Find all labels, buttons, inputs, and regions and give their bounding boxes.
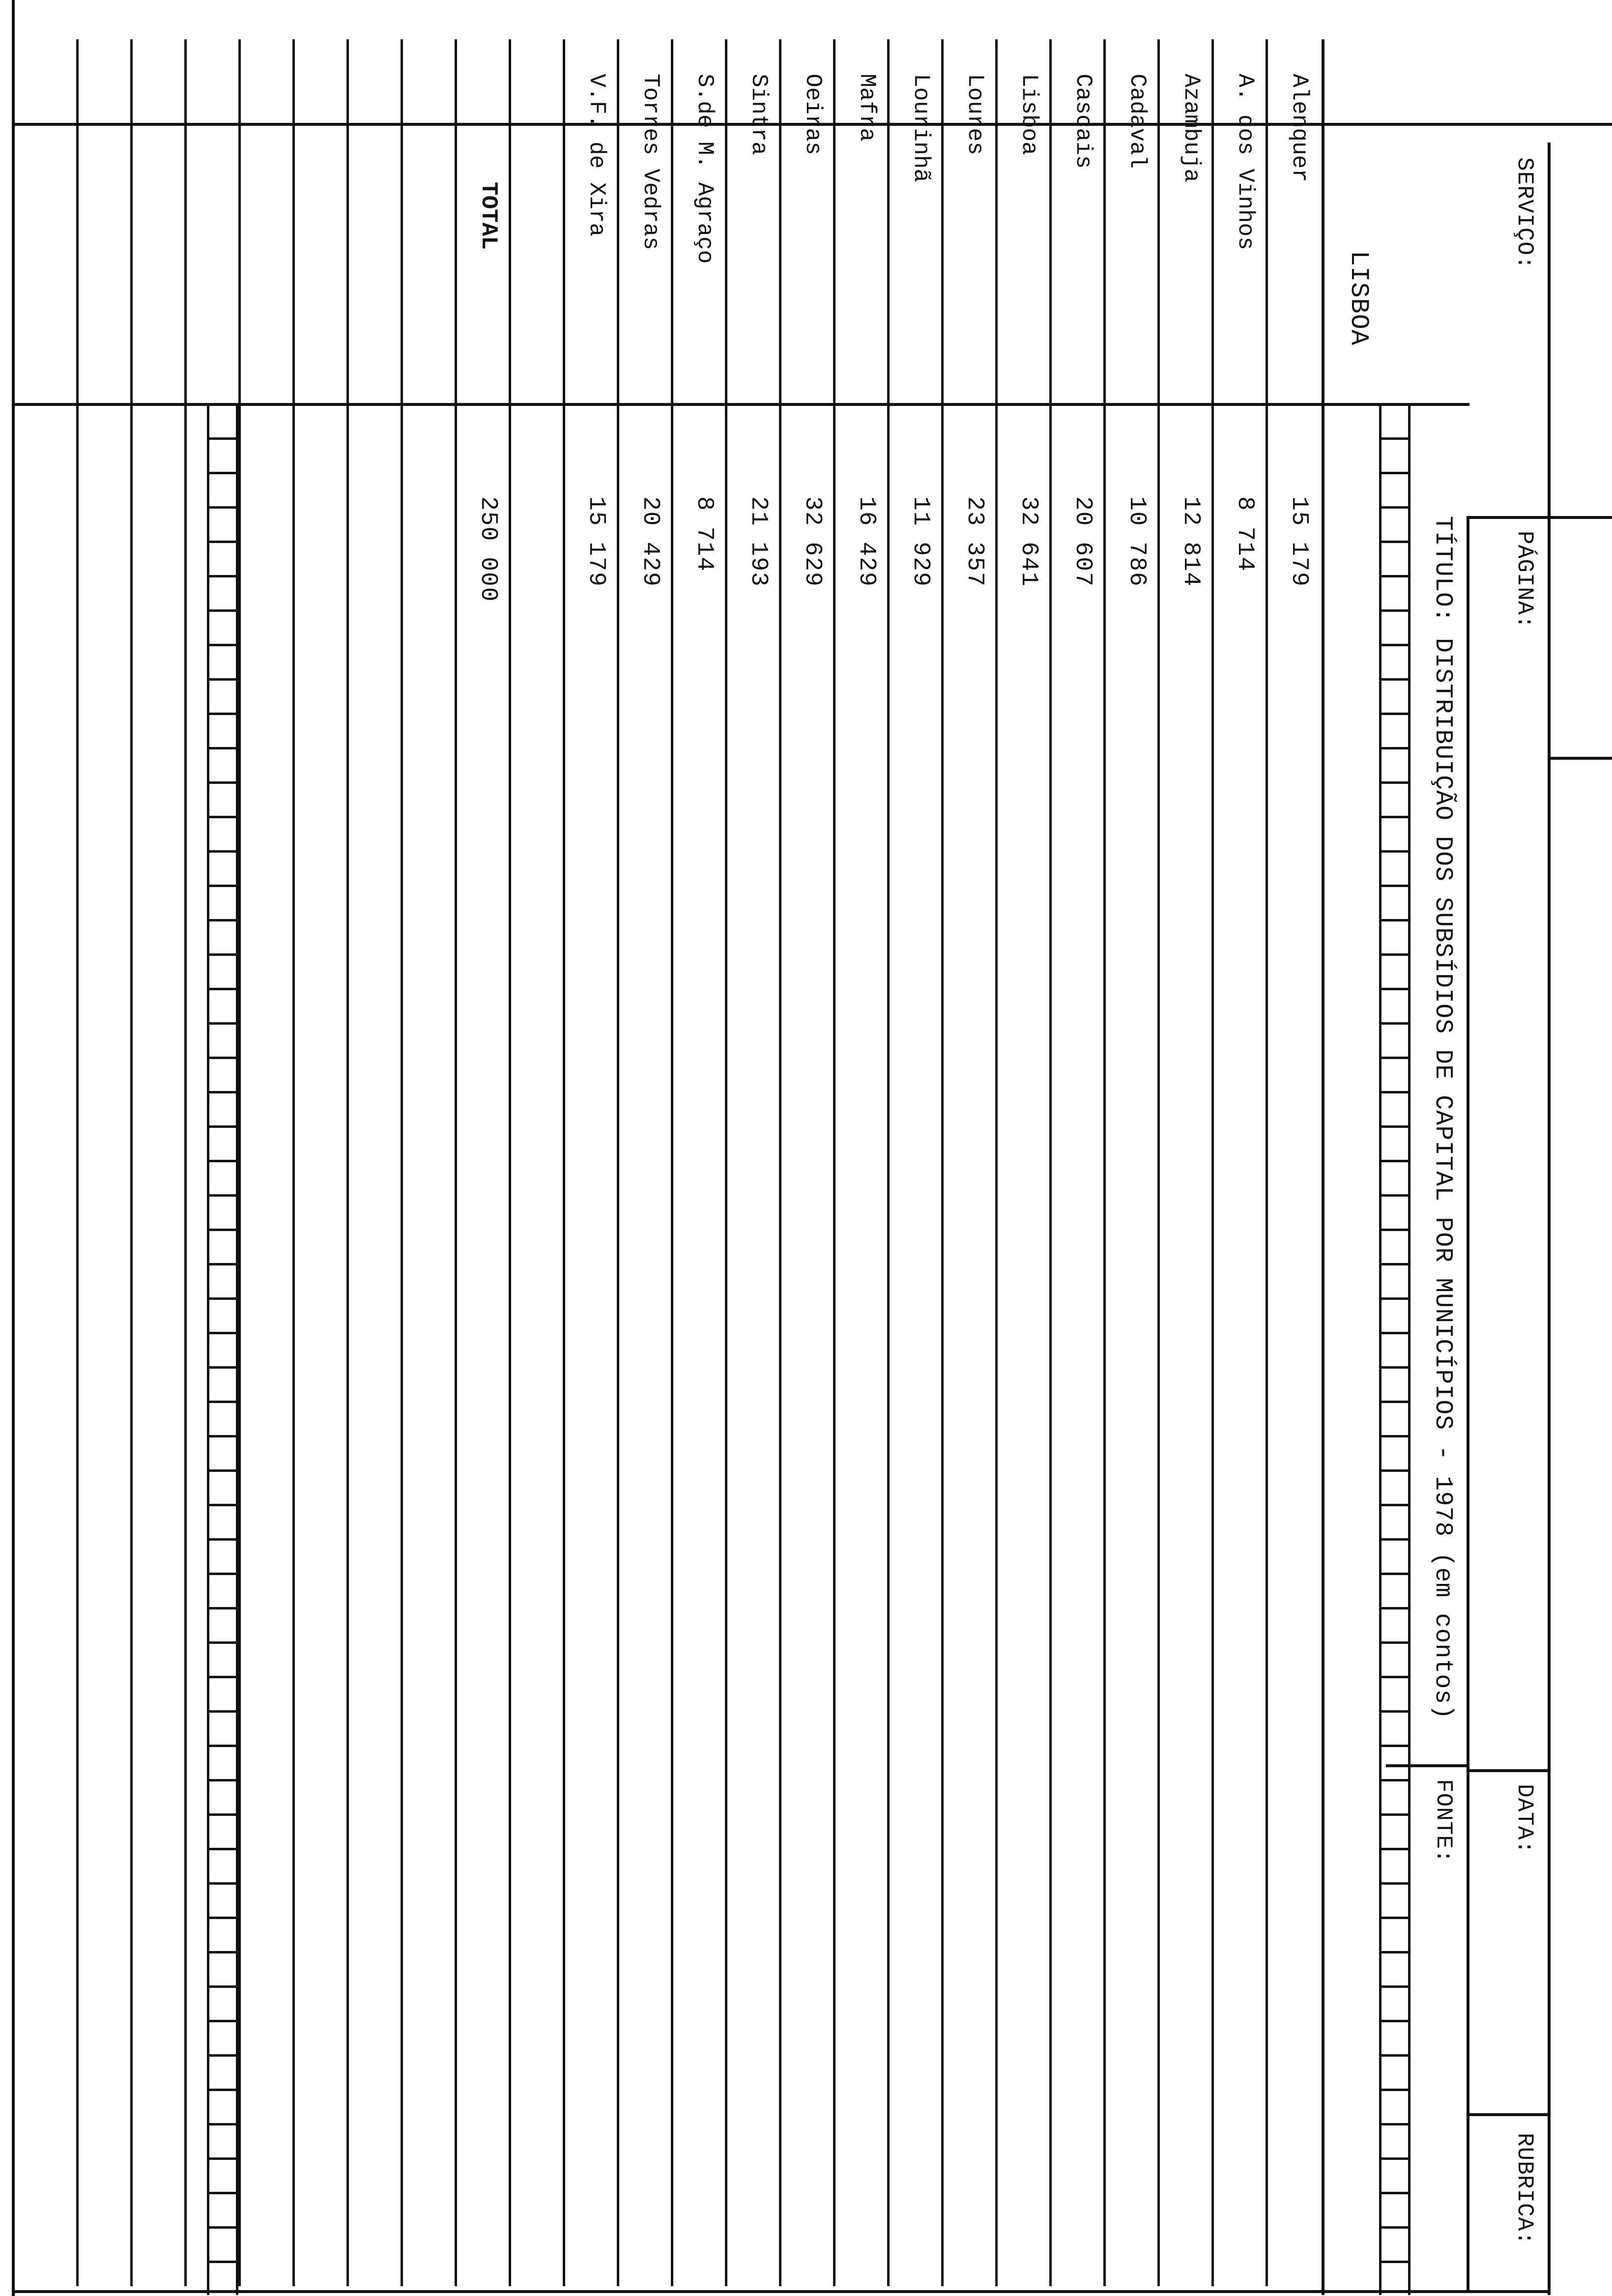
subsidy-value: 23 357 — [961, 496, 988, 587]
municipality-label: S.de M. Agraço — [692, 74, 718, 264]
date-divider-left — [1467, 1769, 1551, 1772]
municipality-label: Oeiras — [800, 74, 826, 155]
row-divider — [995, 39, 998, 2286]
frame-top-line — [1548, 143, 1551, 2295]
row-divider — [563, 39, 565, 2286]
row-divider — [725, 39, 727, 2286]
subsidy-value: 16 429 — [853, 496, 880, 587]
subsidy-value: 32 641 — [1015, 496, 1042, 587]
municipality-label: V.F. de Xira — [584, 74, 609, 237]
source-label: FONTE: — [1431, 1779, 1456, 1864]
date-label: DATA: — [1512, 1784, 1537, 1855]
frame-right-line — [15, 2290, 1551, 2293]
district-header: LISBOA — [1344, 251, 1373, 346]
total-label: TOTAL — [476, 182, 501, 250]
row-divider — [238, 39, 241, 2286]
subsidy-value: 8 714 — [691, 496, 718, 573]
perforation-strip — [207, 403, 238, 2295]
row-divider — [455, 39, 457, 2286]
row-divider — [1211, 39, 1214, 2286]
subsidy-value: 10 786 — [1123, 496, 1150, 587]
row-divider — [1103, 39, 1106, 2286]
municipality-label: Cadaval — [1124, 74, 1150, 169]
row-divider — [401, 39, 403, 2286]
row-divider — [1266, 39, 1268, 2286]
row-divider — [346, 39, 349, 2286]
page-label: PÁGINA: — [1512, 531, 1537, 630]
subsidy-value: 8 714 — [1232, 496, 1258, 573]
subsidy-value: 20 607 — [1069, 496, 1096, 587]
row-divider — [617, 39, 619, 2286]
row-divider — [292, 39, 295, 2286]
form-title: TÍTULO: DISTRIBUIÇÃO DOS SUBSÍDIOS DE CAPITAL POR MUNICÍPIOS - 1978 (em contos) — [1429, 516, 1457, 1720]
subsidy-value: 12 814 — [1178, 496, 1204, 587]
municipality-label: Cascais — [1070, 74, 1096, 169]
total-value: 250 000 — [475, 496, 501, 603]
municipality-label: Alenquer — [1287, 74, 1312, 182]
date-divider-right — [1467, 2113, 1551, 2116]
subsidy-value: 15 179 — [583, 496, 609, 587]
municipality-label: Lourinhã — [908, 74, 934, 182]
row-divider — [671, 39, 673, 2286]
municipality-label: Lisboa — [1016, 74, 1042, 155]
row-divider — [941, 39, 944, 2286]
page-divider — [1551, 757, 1612, 760]
title-band-top-line — [1467, 516, 1469, 2290]
service-divider — [1469, 516, 1612, 519]
municipality-label: Loures — [962, 74, 988, 155]
municipality-label: Mafra — [854, 74, 880, 142]
row-divider — [1157, 39, 1160, 2286]
row-divider — [779, 39, 781, 2286]
row-divider — [184, 39, 187, 2286]
service-label: SERVIÇO: — [1512, 157, 1537, 270]
municipality-label: Torres Vedras — [638, 74, 663, 250]
perforation-strip-top — [1379, 403, 1410, 2295]
municipality-label: A. dos Vinhos — [1233, 74, 1258, 250]
district-header-bottom-line — [1322, 39, 1324, 2295]
row-divider — [833, 39, 835, 2286]
subsidy-value: 32 629 — [799, 496, 826, 587]
row-divider — [509, 39, 511, 2286]
municipality-label: Azambuja — [1179, 74, 1204, 182]
row-divider — [130, 39, 133, 2286]
frame-bottom-line — [12, 0, 15, 2296]
row-divider — [76, 39, 79, 2286]
municipality-label: Sintra — [746, 74, 772, 155]
subsidy-value: 15 179 — [1286, 496, 1312, 587]
subsidy-value: 20 429 — [637, 496, 663, 587]
row-divider — [887, 39, 890, 2286]
subsidy-value: 11 929 — [907, 496, 934, 587]
row-divider — [1049, 39, 1052, 2286]
rubric-label: RUBRICA: — [1512, 2133, 1537, 2245]
subsidy-value: 21 193 — [745, 496, 772, 587]
